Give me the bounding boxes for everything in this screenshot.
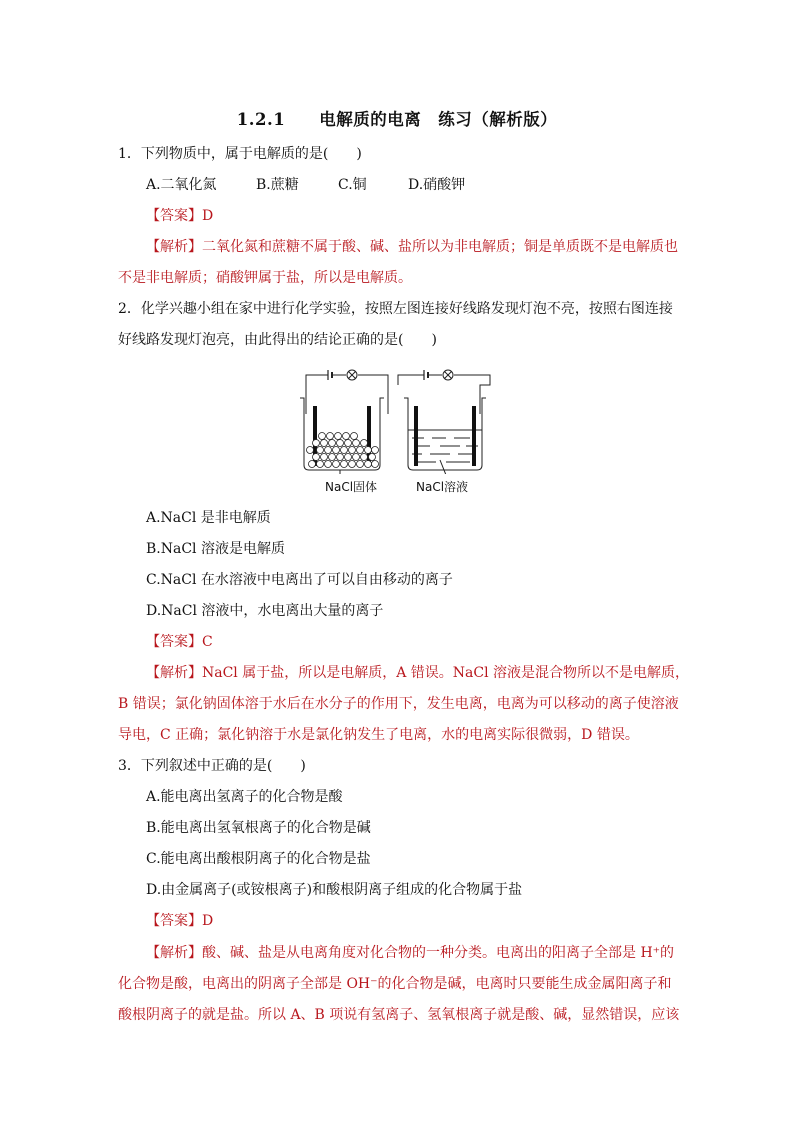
q1-explain-label: 【解析】 (146, 239, 202, 255)
figure-caption-left: NaCl固体 (325, 480, 378, 494)
q2-explain-line-3: 导电，C 正确；氯化钠溶于水是氯化钠发生了电离，水的电离实际很微弱，D 错误。 (118, 727, 639, 743)
q2-stem-line-2: 好线路发现灯泡亮，由此得出的结论正确的是( ) (118, 332, 437, 348)
q2-explain-label: 【解析】 (146, 665, 202, 681)
q3-option-c: C.能电离出酸根阴离子的化合物是盐 (146, 851, 371, 867)
q2-option-d: D.NaCl 溶液中，水电离出大量的离子 (146, 603, 384, 619)
q3-answer: 【答案】D (146, 913, 214, 929)
q1-option-b: B.蔗糖 (256, 177, 299, 193)
q3-stem: 3．下列叙述中正确的是( ) (118, 758, 306, 774)
q1-answer: 【答案】D (146, 208, 214, 224)
q3-explain-label: 【解析】 (146, 945, 202, 961)
q3-option-a: A.能电离出氢离子的化合物是酸 (146, 789, 343, 805)
section-number: 1.2.1 (236, 110, 286, 129)
figure-caption-right: NaCl溶液 (416, 480, 469, 494)
q1-option-d: D.硝酸钾 (408, 177, 466, 193)
q3-explain-line-2: 化合物是酸，电离出的阴离子全部是 OH⁻的化合物是碱，电离时只要能生成金属阳离子和 (118, 976, 672, 992)
q3-explain-line-1: 【解析】酸、碱、盐是从电离角度对化合物的一种分类。电离出的阳离子全部是 H⁺的 (146, 945, 675, 961)
q2-option-a: A.NaCl 是非电解质 (146, 510, 271, 526)
q3-option-d: D.由金属离子(或铵根离子)和酸根阴离子组成的化合物属于盐 (146, 882, 523, 898)
q2-option-c: C.NaCl 在水溶液中电离出了可以自由移动的离子 (146, 572, 453, 588)
q3-explain-line-3: 酸根阴离子的就是盐。所以 A、B 项说有氢离子、氢氧根离子就是酸、碱，显然错误，应该 (118, 1007, 680, 1023)
q2-explain-line-2: B 错误；氯化钠固体溶于水后在水分子的作用下，发生电离，电离为可以移动的离子使溶液 (118, 696, 679, 712)
q1-option-c: C.铜 (338, 177, 367, 193)
title-text: 电解质的电离 练习（解析版） (319, 110, 558, 129)
circuit-diagram (300, 364, 500, 474)
q2-option-b: B.NaCl 溶液是电解质 (146, 541, 285, 557)
q1-explain-line-2: 不是非电解质；硝酸钾属于盐，所以是电解质。 (118, 270, 412, 286)
q1-stem: 1．下列物质中，属于电解质的是( ) (118, 146, 362, 162)
q2-answer: 【答案】C (146, 634, 213, 650)
q3-option-b: B.能电离出氢氧根离子的化合物是碱 (146, 820, 371, 836)
q1-option-a: A.二氧化氮 (146, 177, 217, 193)
page-title (0, 106, 794, 130)
q2-stem-line-1: 2．化学兴趣小组在家中进行化学实验，按照左图连接好线路发现灯泡不亮，按照右图连接 (118, 301, 673, 317)
q2-explain-line-1: 【解析】NaCl 属于盐，所以是电解质，A 错误。NaCl 溶液是混合物所以不是电解质， (146, 665, 690, 681)
q1-options (146, 175, 465, 195)
q1-explain-line-1: 【解析】二氧化氮和蔗糖不属于酸、碱、盐所以为非电解质；铜是单质既不是电解质也 (146, 239, 678, 255)
